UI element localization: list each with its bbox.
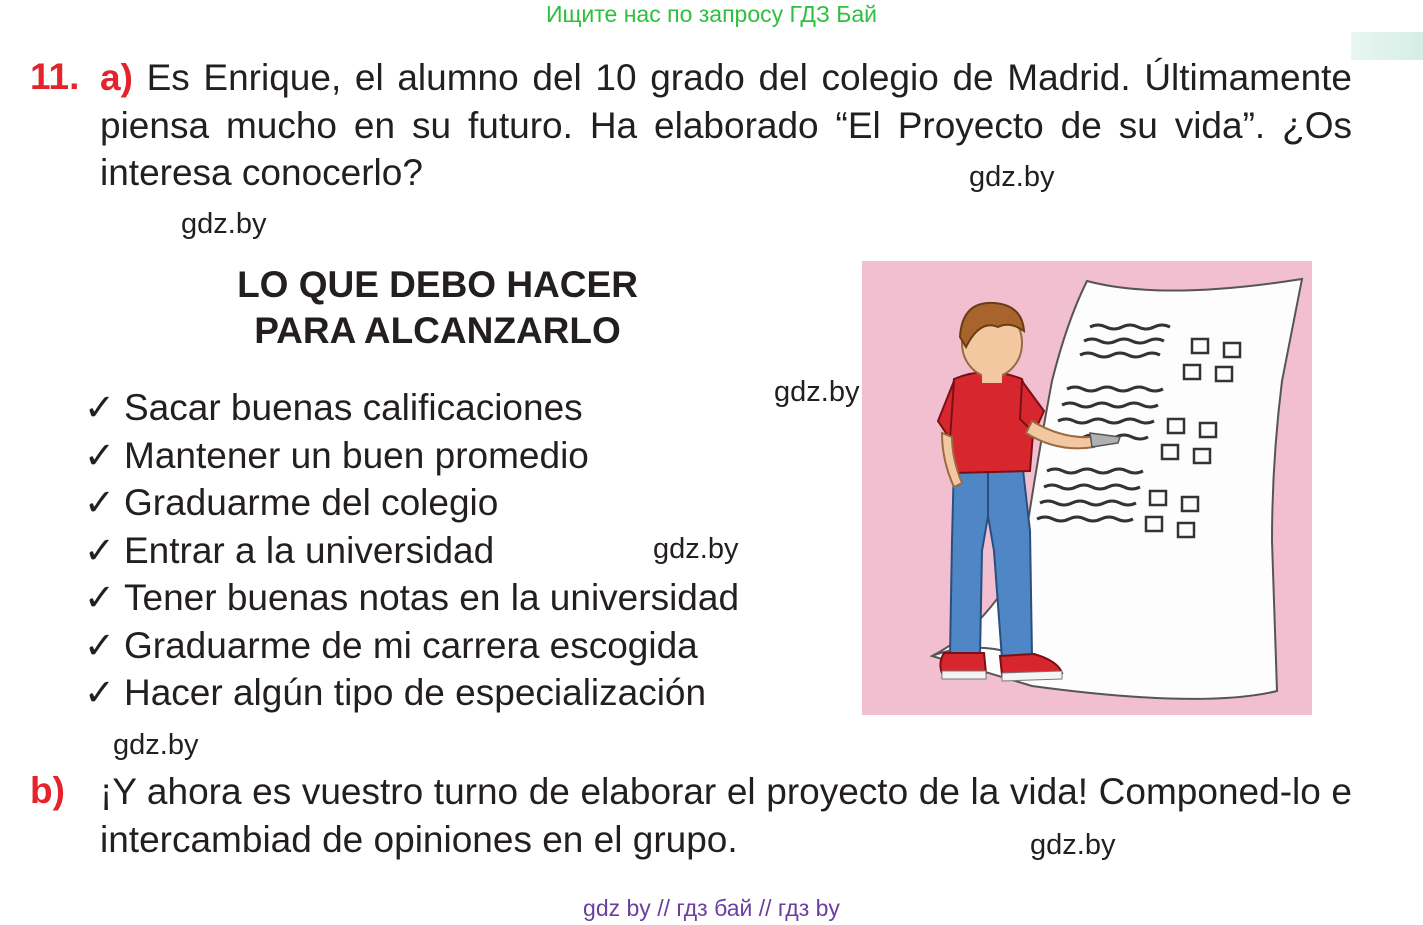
checklist-item [84, 432, 739, 480]
checkmark-icon: ✓ [84, 671, 116, 714]
watermark: gdz.by [113, 729, 199, 761]
part-a-label: a) [100, 57, 133, 98]
part-a-paragraph [100, 54, 1352, 197]
checklist-item-text: Graduarme del colegio [124, 482, 499, 523]
watermark: gdz.by [653, 533, 739, 565]
checkmark-icon: ✓ [84, 433, 116, 477]
checklist-item [84, 527, 739, 575]
checklist-item-text: Graduarme de mi carrera escogida [124, 624, 698, 666]
plan-heading-line2: PARA ALCANZARLO [254, 310, 621, 351]
plan-checklist [84, 384, 739, 717]
checklist-item [84, 669, 739, 717]
plan-heading [0, 262, 875, 354]
watermark: gdz.by [969, 161, 1055, 193]
watermark: gdz.by [1030, 829, 1116, 861]
watermark: gdz.by [774, 376, 860, 408]
part-b-text: ¡Y ahora es vuestro turno de elaborar el proyecto de la vida! Componed-lo e intercambiad de opiniones en el grupo. [100, 771, 1352, 860]
watermark: gdz.by [181, 208, 267, 240]
footer-watermark: gdz by // гдз бай // гдз by [583, 895, 840, 921]
checkmark-icon: ✓ [84, 623, 116, 667]
checklist-item-text: Entrar a la universidad [124, 529, 495, 571]
checklist-item-text: Mantener un buen promedio [124, 434, 589, 476]
checklist-item [84, 384, 739, 432]
top-banner: Ищите нас по запросу ГДЗ Бай [545, 1, 878, 27]
checkmark-icon: ✓ [84, 576, 116, 619]
part-b-label: b) [30, 770, 65, 811]
green-tab-decoration [1351, 32, 1423, 60]
checkmark-icon: ✓ [84, 481, 116, 524]
checklist-item [84, 622, 739, 670]
plan-heading-line1: LO QUE DEBO HACER [237, 264, 638, 305]
checkmark-icon: ✓ [84, 386, 116, 429]
boy-with-checklist-illustration [862, 261, 1312, 715]
part-a-text: Es Enrique, el alumno del 10 grado del colegio de Madrid. Últimamente piensa mucho en su futuro. Ha elaborado “El Proyecto de su vida”. ¿Os interesa conocerlo? [100, 57, 1352, 193]
exercise-number: 11. [30, 56, 80, 97]
checklist-item-text: Tener buenas notas en la universidad [124, 577, 740, 618]
checkmark-icon: ✓ [84, 528, 116, 572]
checklist-item [84, 479, 739, 527]
checklist-item-text: Sacar buenas calificaciones [124, 387, 583, 428]
left-shoe [940, 653, 986, 673]
checklist-item [84, 574, 739, 622]
checklist-item-text: Hacer algún tipo de especialización [124, 672, 707, 713]
